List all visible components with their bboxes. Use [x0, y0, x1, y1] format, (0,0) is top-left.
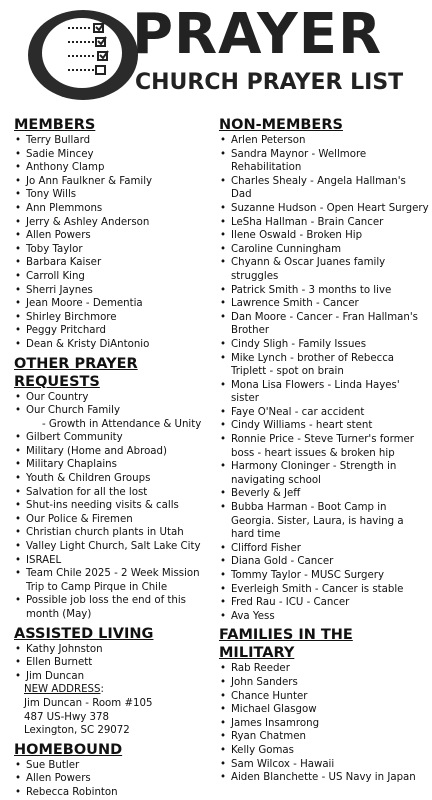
- list-item: • Sandra Maynor - Wellmore Rehabilitation: [219, 148, 429, 175]
- list-item: • Youth & Children Groups: [14, 472, 218, 486]
- list-item: • Mona Lisa Flowers - Linda Hayes' sister: [219, 379, 429, 406]
- list-item: • Jim Duncan: [14, 670, 218, 684]
- list-item: • Christian church plants in Utah: [14, 526, 218, 540]
- list-item: • Michael Glasgow: [219, 703, 429, 717]
- list-item: • Gilbert Community: [14, 431, 218, 445]
- list-item: • Toby Taylor: [14, 243, 218, 257]
- homebound-heading: HOMEBOUND: [14, 741, 123, 758]
- growth-note: - Growth in Attendance & Unity: [42, 418, 202, 430]
- list-item: • Diana Gold - Cancer: [219, 555, 429, 569]
- list-item: • Kelly Gomas: [219, 744, 429, 758]
- list-item: • Possible job loss the end of this month (May): [14, 594, 218, 621]
- list-item: • Sadie Mincey: [14, 148, 218, 162]
- list-item: • Lawrence Smith - Cancer: [219, 297, 429, 311]
- list-item: • Shut-ins needing visits & calls: [14, 499, 218, 513]
- list-item: • James Insamrong: [219, 717, 429, 731]
- address-line: 487 US-Hwy 378: [24, 711, 109, 723]
- list-item: • Clifford Fisher: [219, 542, 429, 556]
- list-item: • Dan Moore - Cancer - Fran Hallman's Brother: [219, 311, 429, 338]
- list-item: • Tommy Taylor - MUSC Surgery: [219, 569, 429, 583]
- list-item: • Ellen Burnett: [14, 656, 218, 670]
- list-item: • Ronnie Price - Steve Turner's former boss - heart issues & broken hip: [219, 433, 429, 460]
- list-item: • Military (Home and Abroad): [14, 445, 218, 459]
- list-item: • Arlen Peterson: [219, 134, 429, 148]
- list-item: • Salvation for all the lost: [14, 486, 218, 500]
- address-block: NEW ADDRESS: Jim Duncan - Room #105 487 US-Hwy 378 Lexington, SC 29072: [14, 683, 218, 737]
- list-item: • Terry Bullard: [14, 134, 218, 148]
- list-item: • Ryan Chatmen: [219, 730, 429, 744]
- list-item: • Charles Shealy - Angela Hallman's Dad: [219, 175, 429, 202]
- page-subtitle: CHURCH PRAYER LIST: [135, 70, 404, 95]
- list-item: • Kathy Johnston: [14, 643, 218, 657]
- list-item: • Harmony Cloninger - Strength in navigating school: [219, 460, 429, 487]
- list-item: • Carroll King: [14, 270, 218, 284]
- list-item: • Jo Ann Faulkner & Family: [14, 175, 218, 189]
- list-item: • Military Chaplains: [14, 458, 218, 472]
- list-item: • Barbara Kaiser: [14, 256, 218, 270]
- list-item: • Rab Reeder: [219, 662, 429, 676]
- list-item: • Cindy Williams - heart stent: [219, 419, 429, 433]
- other-requests-list: [14, 391, 218, 418]
- list-item: • Suzanne Hudson - Open Heart Surgery: [219, 202, 429, 216]
- members-heading: MEMBERS: [14, 117, 96, 133]
- list-item: • Ilene Oswald - Broken Hip: [219, 229, 429, 243]
- page-title: PRAYER: [132, 2, 383, 67]
- address-label: NEW ADDRESS: [24, 684, 101, 696]
- assisted-living-list: [14, 643, 218, 684]
- list-item: • Fred Rau - ICU - Cancer: [219, 596, 429, 610]
- list-item: • Team Chile 2025 - 2 Week Mission Trip to Camp Pirque in Chile: [14, 567, 218, 594]
- list-item: • Valley Light Church, Salt Lake City: [14, 540, 218, 554]
- non-members-list: [219, 134, 429, 623]
- list-item: • Anthony Clamp: [14, 161, 218, 175]
- list-item: • Dean & Kristy DiAntonio: [14, 338, 218, 352]
- list-item: • Allen Powers: [14, 772, 218, 786]
- other-requests-heading: OTHER PRAYER REQUESTS: [14, 355, 138, 390]
- list-item: • John Sanders: [219, 676, 429, 690]
- list-item: • Mike Lynch - brother of Rebecca Triplett - spot on brain: [219, 352, 429, 379]
- list-item: • Ann Plemmons: [14, 202, 218, 216]
- list-item: • Beverly & Jeff: [219, 487, 429, 501]
- list-item: • Sam Wilcox - Hawaii: [219, 758, 429, 772]
- list-item: • Our Church Family: [14, 404, 218, 418]
- address-line: Lexington, SC 29072: [24, 725, 130, 737]
- list-item: • Peggy Pritchard: [14, 324, 218, 338]
- list-item: • Chyann & Oscar Juanes family struggles: [219, 256, 429, 283]
- list-item: • Sue Butler: [14, 759, 218, 773]
- left-column: [14, 116, 218, 800]
- list-item: • Chance Hunter: [219, 690, 429, 704]
- list-item: • Our Country: [14, 391, 218, 405]
- list-item: • ISRAEL: [14, 554, 218, 568]
- checklist-icon: [66, 22, 112, 80]
- list-item: • Ava Yess: [219, 610, 429, 624]
- military-list: [219, 662, 429, 784]
- list-item: • Cindy Sligh - Family Issues: [219, 338, 429, 352]
- list-item: • Our Police & Firemen: [14, 513, 218, 527]
- homebound-list: [14, 759, 218, 800]
- members-list: [14, 134, 218, 352]
- military-heading: FAMILIES IN THE MILITARY: [219, 627, 353, 662]
- list-item: • Rebecca Robinton: [14, 786, 218, 800]
- list-item: • Shirley Birchmore: [14, 311, 218, 325]
- list-item: • Jerry & Ashley Anderson: [14, 216, 218, 230]
- list-item: • LeSha Hallman - Brain Cancer: [219, 216, 429, 230]
- list-item: • Caroline Cunningham: [219, 243, 429, 257]
- address-line: Jim Duncan - Room #105: [24, 697, 153, 709]
- assisted-living-heading: ASSISTED LIVING: [14, 625, 154, 642]
- list-item: • Tony Wills: [14, 188, 218, 202]
- list-item: • Patrick Smith - 3 months to live: [219, 284, 429, 298]
- non-members-heading: NON-MEMBERS: [219, 117, 343, 133]
- list-item: • Aiden Blanchette - US Navy in Japan: [219, 771, 429, 785]
- list-item: • Everleigh Smith - Cancer is stable: [219, 583, 429, 597]
- list-item: • Jean Moore - Dementia: [14, 297, 218, 311]
- list-item: • Sherri Jaynes: [14, 284, 218, 298]
- list-item: • Bubba Harman - Boot Camp in Georgia. Sister, Laura, is having a hard time: [219, 501, 429, 542]
- right-column: [219, 116, 429, 785]
- other-requests-list-cont: [14, 431, 218, 621]
- list-item: • Allen Powers: [14, 229, 218, 243]
- header: [0, 0, 432, 112]
- list-item: • Faye O'Neal - car accident: [219, 406, 429, 420]
